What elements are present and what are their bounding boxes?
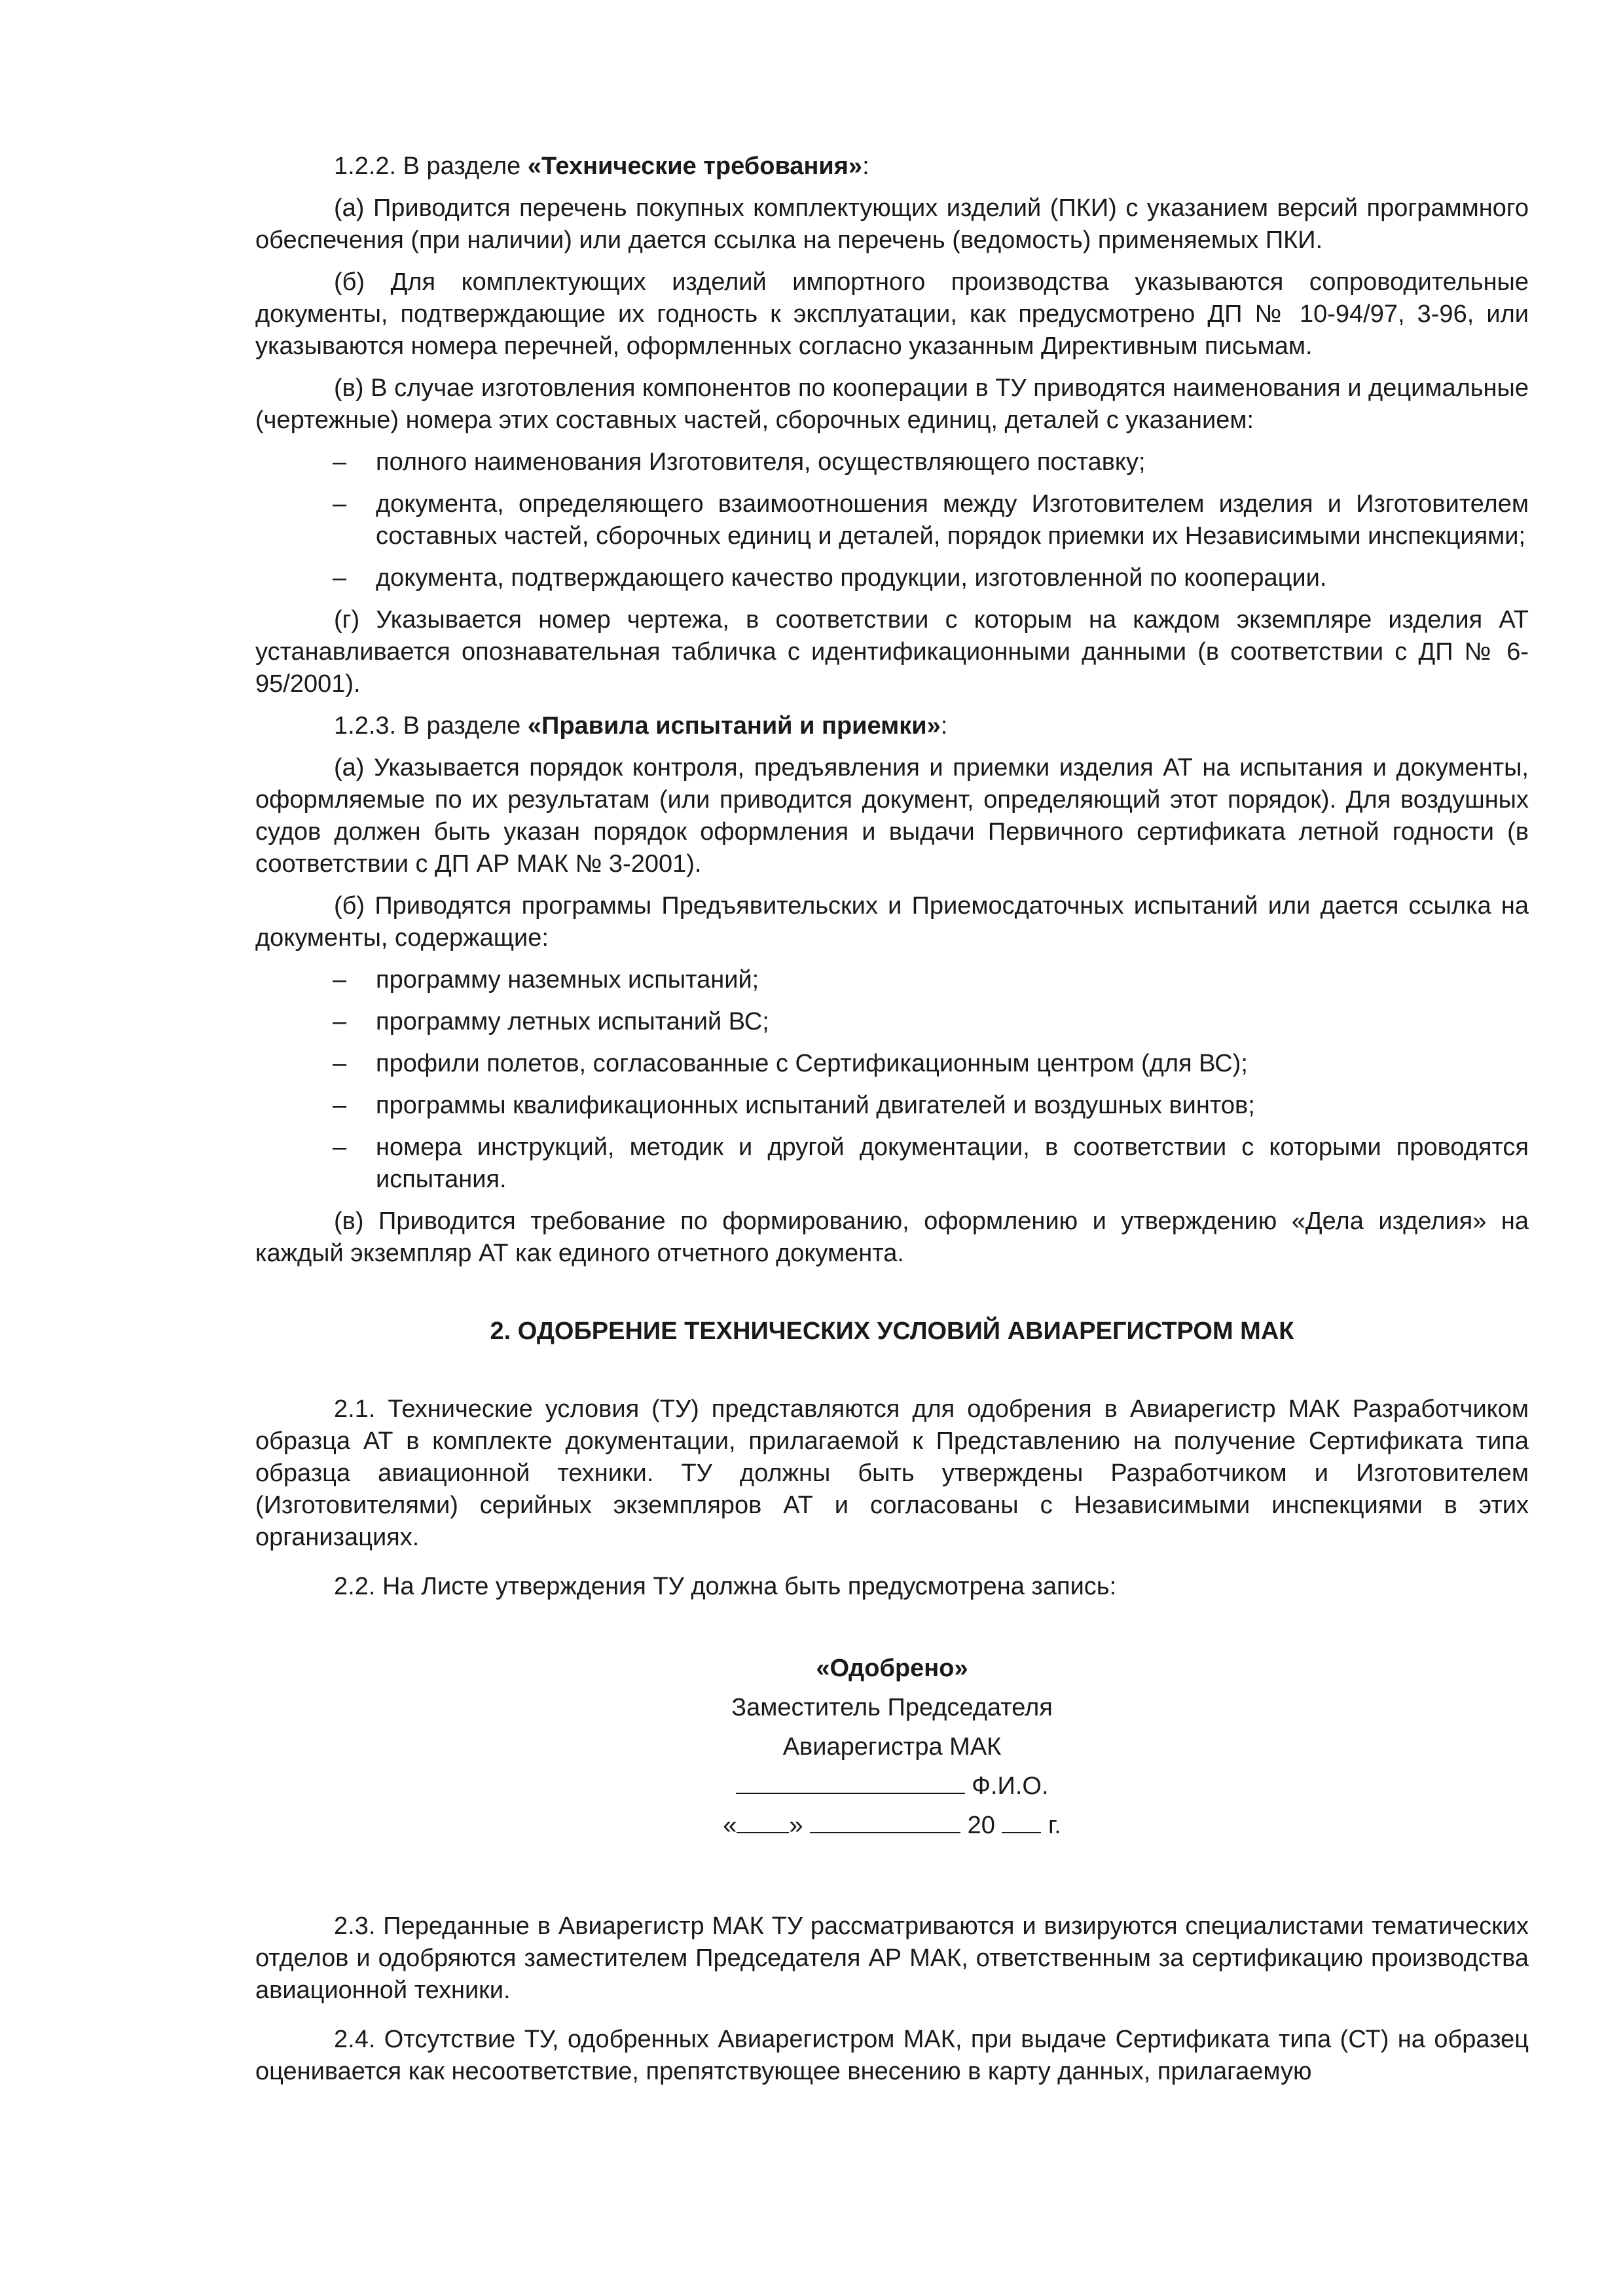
section-1-2-2-lead	[255, 151, 1529, 183]
list-item: – документа, определяющего взаимоотношения между Изготовителем изделия и Изготовителем составных частей, сборочных единиц и деталей, порядок приемки их Независимыми инспекциями;	[333, 488, 1529, 552]
approval-title: «Одобрено»	[816, 1655, 968, 1682]
section-title: «Правила испытаний и приемки»	[527, 712, 941, 740]
section-suffix: :	[940, 712, 948, 740]
list-item: – программу летных испытаний ВС;	[333, 1006, 1529, 1038]
approval-position: Заместитель Председателя	[731, 1694, 1053, 1721]
list-item: – документа, подтверждающего качество продукции, изготовленной по кооперации.	[333, 562, 1529, 594]
paragraph-2-1: 2.1. Технические условия (ТУ) представляются для одобрения в Авиарегистр МАК Разработчиком образца АТ в комплекте документации, прилагаемой к Представлению на получение Сертификата типа образца авиационной техники. ТУ должны быть утверждены Разработчиком и Изготовителем (Изготовителями) серийных экземпляров АТ и согласованы с Независимыми инспекциями в этих организациях.	[255, 1395, 1529, 1551]
date-line	[255, 1806, 1529, 1845]
year-blank	[1002, 1812, 1041, 1833]
fio-label: Ф.И.О.	[972, 1772, 1049, 1800]
approval-block	[255, 1649, 1529, 1845]
paragraph-1-2-2-g: (г) Указывается номер чертежа, в соответствии с которым на каждом экземпляре изделия АТ устанавливается опознавательная табличка с идентификационными данными (в соответствии с ДП № 6-95/2001).	[255, 606, 1529, 698]
document-page	[255, 151, 1529, 2088]
paragraph-1-2-2-v: (в) В случае изготовления компонентов по кооперации в ТУ приводятся наименования и децимальные (чертежные) номера этих составных частей, сборочных единиц, деталей с указанием:	[255, 374, 1529, 434]
approval-organization: Авиарегистра МАК	[782, 1733, 1002, 1761]
section-number: 1.2.3. В разделе	[334, 712, 528, 740]
quote-open: «	[723, 1812, 737, 1839]
section-title: «Технические требования»	[527, 152, 863, 180]
section-number: 1.2.2. В разделе	[334, 152, 528, 180]
paragraph-1-2-3-a: (а) Указывается порядок контроля, предъявления и приемки изделия АТ на испытания и документы, оформляемые по их результатам (или приводится документ, определяющий этот порядок). Для воздушных судов должен быть указан порядок оформления и выдачи Первичного сертификата летной годности (в соответствии с ДП АР МАК № 3-2001).	[255, 754, 1529, 878]
signature-line	[255, 1767, 1529, 1806]
section-suffix: :	[862, 152, 869, 180]
year-suffix: г.	[1048, 1812, 1061, 1839]
paragraph-1-2-2-b: (б) Для комплектующих изделий импортного производства указываются сопроводительные документы, подтверждающие их годность к эксплуатации, как предусмотрено ДП № 10-94/97, 3-96, или указываются номера перечней, оформленных согласно указанным Директивным письмам.	[255, 268, 1529, 360]
month-blank	[810, 1812, 960, 1833]
list-item: – программы квалификационных испытаний двигателей и воздушных винтов;	[333, 1090, 1529, 1122]
quote-close: »	[789, 1812, 803, 1839]
paragraph-1-2-3-v: (в) Приводится требование по формированию, оформлению и утверждению «Дела изделия» на каждый экземпляр АТ как единого отчетного документа.	[255, 1208, 1529, 1267]
list-item: – полного наименования Изготовителя, осуществляющего поставку;	[333, 446, 1529, 478]
year-prefix: 20	[967, 1812, 995, 1839]
section-1-2-3-lead	[255, 710, 1529, 742]
paragraph-2-4: 2.4. Отсутствие ТУ, одобренных Авиарегистром МАК, при выдаче Сертификата типа (СТ) на образец оценивается как несоответствие, препятствующее внесению в карту данных, прилагаемую	[255, 2026, 1529, 2085]
signature-blank	[736, 1773, 965, 1794]
paragraph-2-2: 2.2. На Листе утверждения ТУ должна быть предусмотрена запись:	[334, 1573, 1117, 1600]
list-item: – профили полетов, согласованные с Сертификационным центром (для ВС);	[333, 1048, 1529, 1080]
paragraph-2-3: 2.3. Переданные в Авиарегистр МАК ТУ рассматриваются и визируются специалистами тематических отделов и одобряются заместителем Председателя АР МАК, ответственным за сертификацию производства авиационной техники.	[255, 1912, 1529, 2004]
paragraph-1-2-2-a: (а) Приводится перечень покупных комплектующих изделий (ПКИ) с указанием версий программного обеспечения (при наличии) или дается ссылка на перечень (ведомость) применяемых ПКИ.	[255, 194, 1529, 254]
list-item: – номера инструкций, методик и другой документации, в соответствии с которыми проводятся испытания.	[333, 1132, 1529, 1196]
paragraph-1-2-3-b: (б) Приводятся программы Предъявительских и Приемосдаточных испытаний или дается ссылка на документы, содержащие:	[255, 892, 1529, 952]
section-2-heading: 2. ОДОБРЕНИЕ ТЕХНИЧЕСКИХ УСЛОВИЙ АВИАРЕГИСТРОМ МАК	[490, 1318, 1294, 1345]
list-item: – программу наземных испытаний;	[333, 964, 1529, 996]
day-blank	[737, 1812, 789, 1833]
